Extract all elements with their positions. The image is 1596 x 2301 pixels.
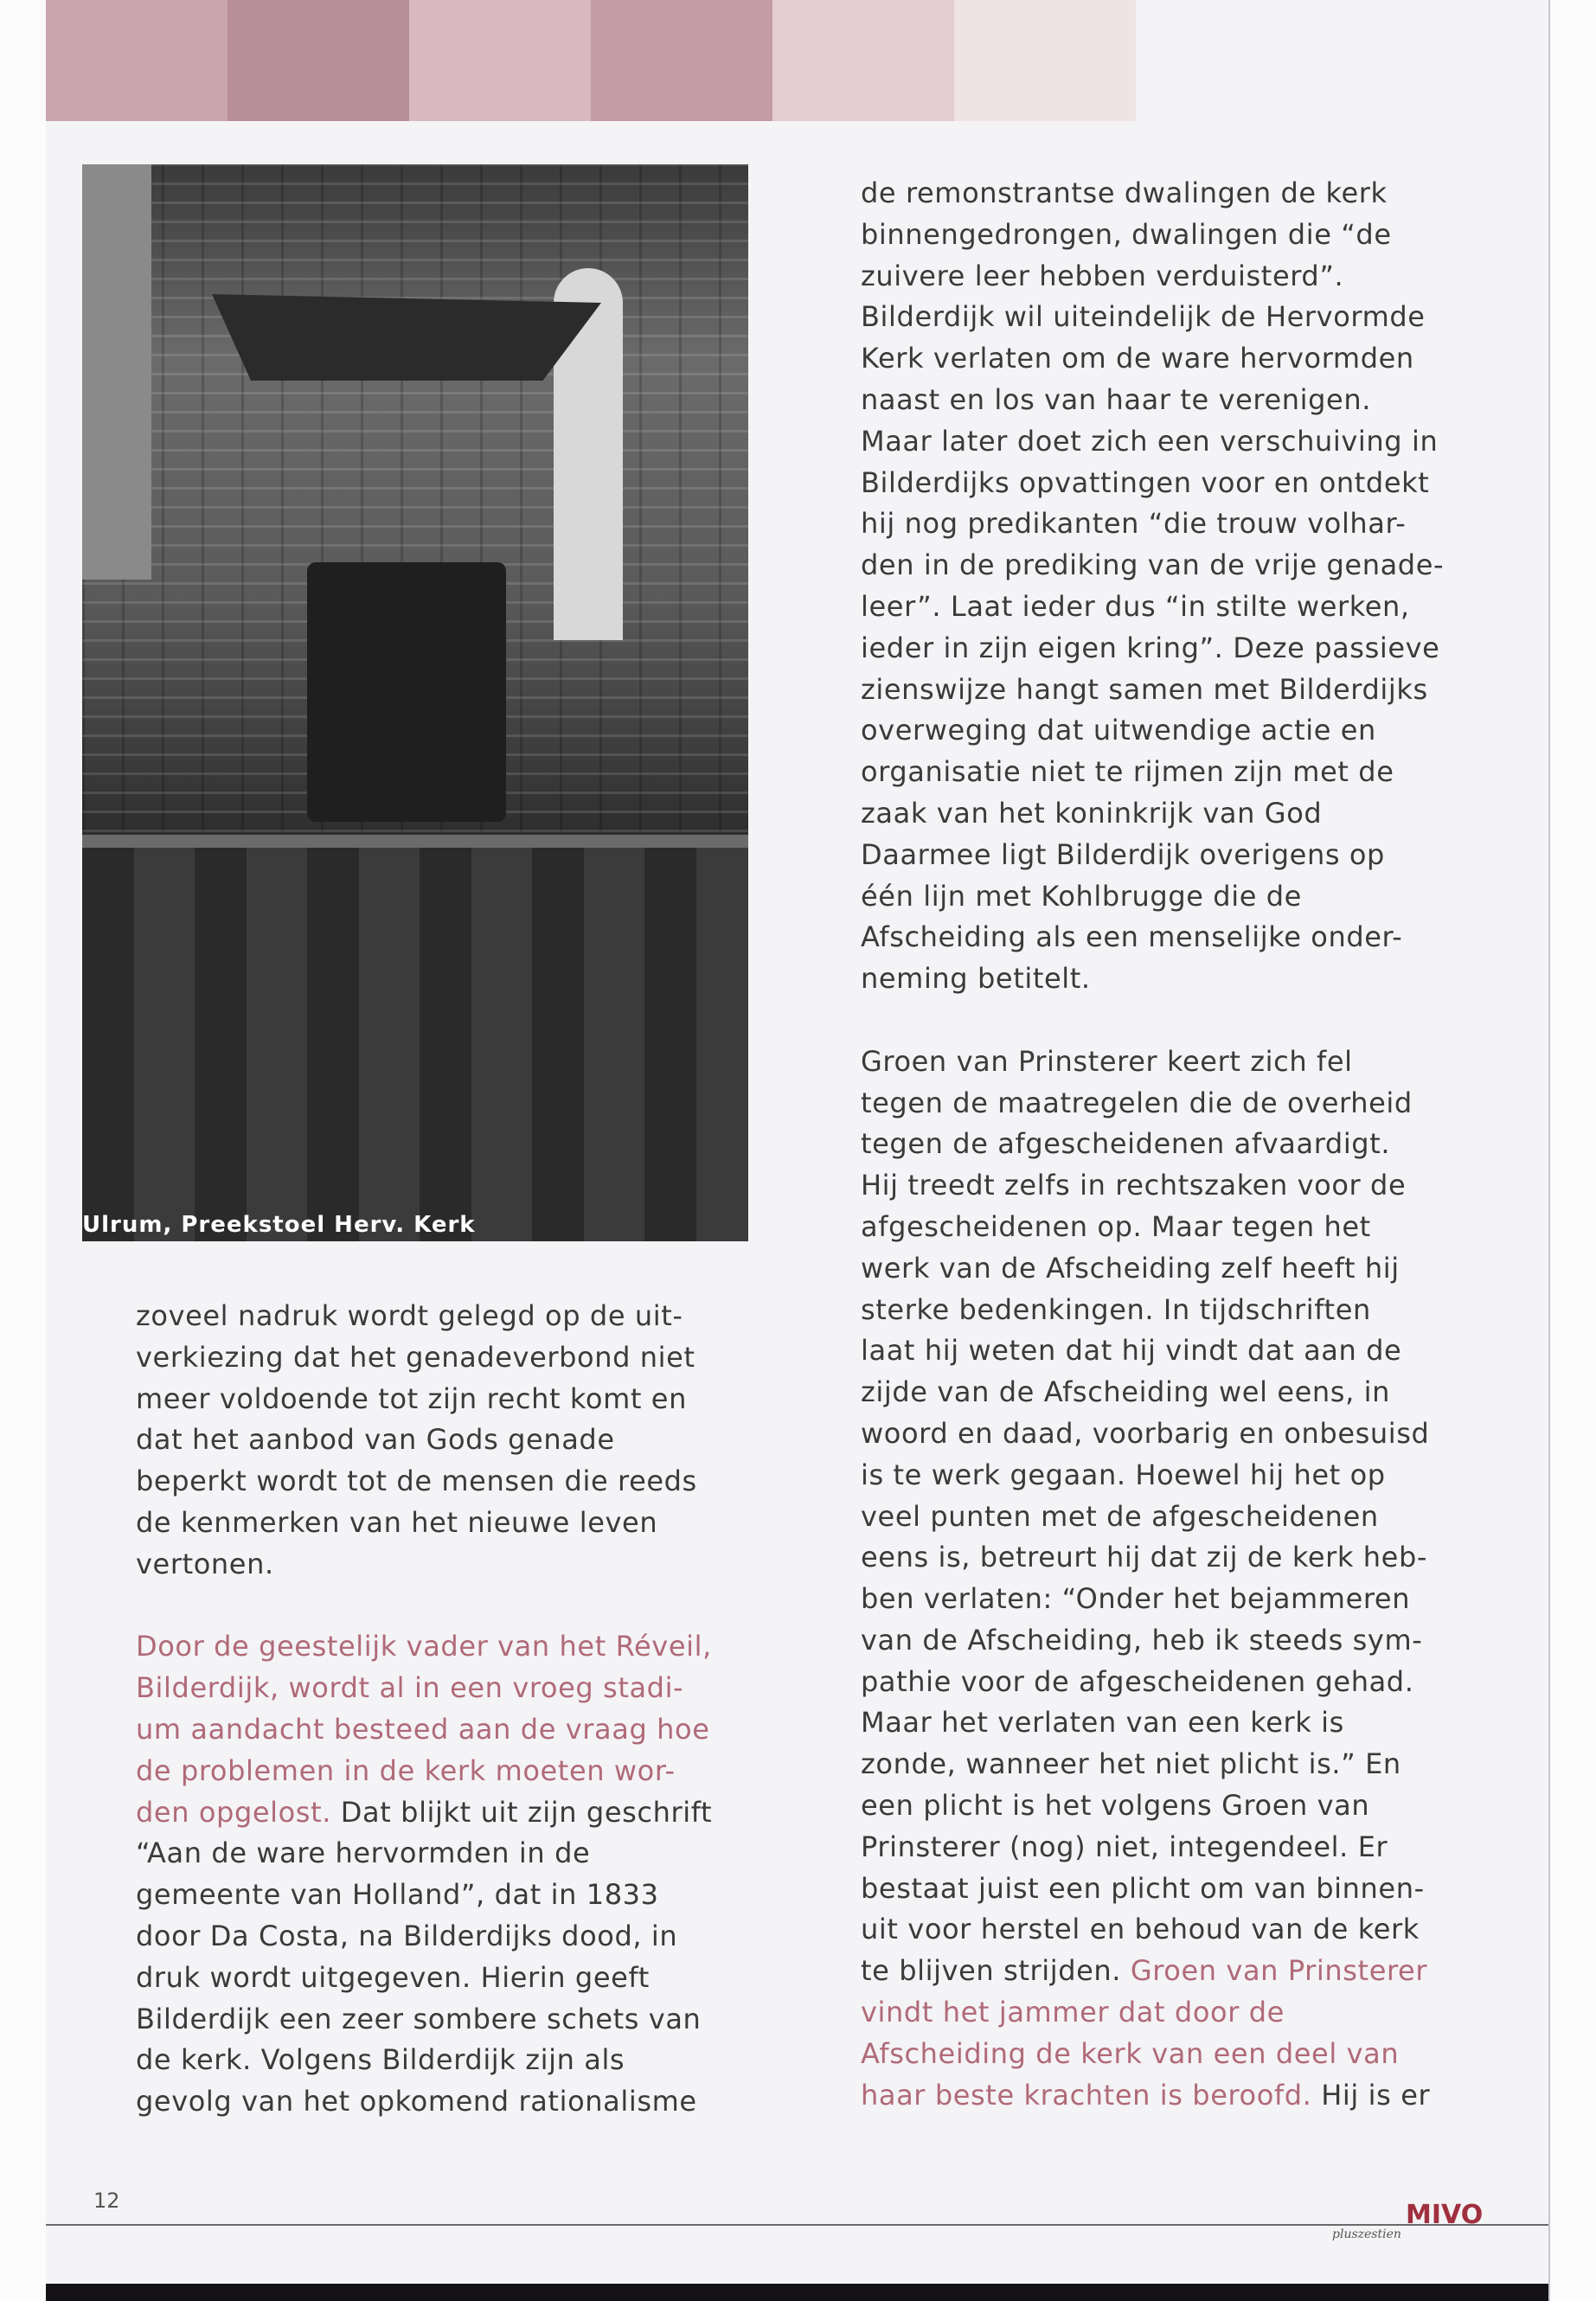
body-text: pathie voor de afgescheidenen gehad.: [861, 1664, 1414, 1698]
text-line: [136, 2081, 712, 2123]
text-line: [861, 338, 1444, 380]
text-line: [136, 1833, 712, 1875]
text-line: [861, 1413, 1444, 1455]
body-text: gemeente van Holland”, dat in 1833: [136, 1878, 659, 1912]
text-line: [136, 1379, 712, 1420]
highlighted-text: Afscheiding de kerk van een deel van: [861, 2036, 1400, 2070]
body-text: leer”. Laat ieder dus “in stilte werken,: [861, 589, 1410, 623]
text-line: [861, 670, 1444, 711]
body-text: afgescheidenen op. Maar tegen het: [861, 1209, 1371, 1243]
text-line: [861, 835, 1444, 876]
text-line: [136, 1709, 712, 1751]
text-line: [861, 1868, 1444, 1910]
text-line: [136, 1751, 712, 1792]
header-photo: [46, 0, 228, 121]
text-line: [136, 1958, 712, 1999]
header-photo: [409, 0, 591, 121]
text-line: [861, 1290, 1444, 1331]
body-text: binnengedrongen, dwalingen die “de: [861, 217, 1392, 251]
body-text: van de Afscheiding, heb ik steeds sym-: [861, 1623, 1423, 1657]
highlighted-text: haar beste krachten is beroofd.: [861, 2078, 1312, 2112]
header-photo: [772, 0, 954, 121]
text-line: [136, 1461, 712, 1503]
text-line: [861, 1702, 1444, 1744]
text-line: [861, 256, 1444, 298]
photo-caption: Ulrum, Preekstoel Herv. Kerk: [82, 1212, 476, 1238]
mivo-logo: MIVO: [1406, 2200, 1484, 2230]
body-text: zuivere leer hebben verduisterd”.: [861, 259, 1344, 292]
body-text: den in de prediking van de vrije genade-: [861, 548, 1445, 582]
text-line: [136, 1999, 712, 2041]
text-line: [861, 1497, 1444, 1538]
text-line: [136, 1875, 712, 1916]
body-text: Bilderdijk wil uiteindelijk de Hervormde: [861, 300, 1426, 334]
body-text: gevolg van het opkomend rationalisme: [136, 2085, 697, 2118]
body-text: zaak van het koninkrijk van God: [861, 796, 1323, 830]
text-line: [861, 503, 1444, 545]
text-line: [861, 628, 1444, 670]
body-text: één lijn met Kohlbrugge die de: [861, 879, 1302, 913]
text-line: [861, 1248, 1444, 1290]
body-text: Afscheiding als een menselijke onder-: [861, 920, 1403, 954]
highlighted-text: den opgelost.: [136, 1795, 332, 1829]
body-text: Hij is er: [1311, 2078, 1431, 2112]
body-text: zijde van de Afscheiding wel eens, in: [861, 1375, 1390, 1409]
body-text: ieder in zijn eigen kring”. Deze passieve: [861, 631, 1440, 664]
text-line: [861, 297, 1444, 338]
text-line: [861, 2034, 1444, 2075]
page-margin-left: [0, 0, 46, 2301]
highlighted-text: de problemen in de kerk moeten wor-: [136, 1753, 676, 1787]
logo-subtitle: pluszestien: [1332, 2227, 1401, 2241]
body-text: Maar het verlaten van een kerk is: [861, 1706, 1344, 1740]
body-text: een plicht is het volgens Groen van: [861, 1789, 1370, 1823]
header-photo: [228, 0, 409, 121]
text-line: [136, 1626, 712, 1668]
text-line: [861, 1662, 1444, 1703]
body-text: dat het aanbod van Gods genade: [136, 1423, 615, 1457]
text-line: [136, 1503, 712, 1544]
body-text: Daarmee ligt Bilderdijk overigens op: [861, 837, 1385, 871]
body-text: uit voor herstel en behoud van de kerk: [861, 1913, 1420, 1946]
body-text: Groen van Prinsterer keert zich fel: [861, 1044, 1353, 1078]
body-text: ben verlaten: “Onder het bejammeren: [861, 1582, 1411, 1616]
body-text: Prinsterer (nog) niet, integendeel. Er: [861, 1830, 1388, 1863]
text-line: [861, 586, 1444, 628]
text-line: [861, 1951, 1444, 1992]
body-text: is te werk gegaan. Hoewel hij het op: [861, 1458, 1386, 1491]
text-line: [861, 793, 1444, 835]
page-edge-right: [1548, 0, 1596, 2301]
body-text: Bilderdijk een zeer sombere schets van: [136, 2002, 702, 2035]
text-line: [861, 1579, 1444, 1620]
text-line: [861, 173, 1444, 215]
body-text: hij nog predikanten “die trouw volhar-: [861, 507, 1407, 541]
text-line: [861, 917, 1444, 958]
text-line: [861, 463, 1444, 504]
body-text: de remonstrantse dwalingen de kerk: [861, 176, 1388, 209]
bottom-band: [46, 2284, 1548, 2301]
body-text: de kenmerken van het nieuwe leven: [136, 1505, 658, 1539]
text-line: [861, 2075, 1444, 2117]
body-text: beperkt wordt tot de mensen die reeds: [136, 1465, 697, 1498]
text-line: [861, 710, 1444, 752]
footer-rule: [46, 2224, 1548, 2226]
body-text: sterke bedenkingen. In tijdschriften: [861, 1292, 1371, 1326]
text-line: [136, 2040, 712, 2081]
body-text: door Da Costa, na Bilderdijks dood, in: [136, 1919, 678, 1952]
body-text: te blijven strijden.: [861, 1954, 1122, 1988]
body-text: Maar later doet zich een verschuiving in: [861, 424, 1439, 458]
body-text: overweging dat uitwendige actie en: [861, 714, 1376, 747]
text-line: [136, 1544, 712, 1586]
text-line: [861, 1620, 1444, 1662]
text-line: [861, 876, 1444, 918]
pulpit-photo: [82, 164, 748, 1241]
body-text: zienswijze hangt samen met Bilderdijks: [861, 672, 1428, 706]
body-text: zoveel nadruk wordt gelegd op de uit-: [136, 1299, 683, 1332]
body-text: zonde, wanneer het niet plicht is.” En: [861, 1747, 1401, 1781]
text-line: [861, 1455, 1444, 1497]
text-line: [861, 1083, 1444, 1125]
body-text: naast en los van haar te verenigen.: [861, 382, 1371, 416]
body-text: Hij treedt zelfs in rechtszaken voor de: [861, 1169, 1407, 1202]
body-text: “Aan de ware hervormden in de: [136, 1836, 591, 1870]
text-line: [136, 1668, 712, 1709]
body-text: organisatie niet te rijmen zijn met de: [861, 755, 1394, 789]
text-line: [136, 1916, 712, 1958]
body-text: veel punten met de afgescheidenen: [861, 1499, 1379, 1533]
text-line: [861, 1744, 1444, 1785]
body-text: Kerk verlaten om de ware hervormden: [861, 342, 1414, 375]
body-text: vertonen.: [136, 1547, 274, 1580]
body-text: de kerk. Volgens Bilderdijk zijn als: [136, 2043, 625, 2077]
body-text: laat hij weten dat hij vindt dat aan de: [861, 1334, 1402, 1368]
body-text: eens is, betreurt hij dat zij de kerk heb-: [861, 1541, 1428, 1574]
text-line: [861, 1165, 1444, 1207]
highlighted-text: Groen van Prinsterer: [1121, 1954, 1428, 1988]
text-line: [136, 1296, 712, 1337]
body-text: tegen de maatregelen die de overheid: [861, 1086, 1413, 1119]
text-line: [861, 1992, 1444, 2034]
text-line: [861, 1330, 1444, 1372]
left-text-column: [136, 1296, 712, 2123]
text-line: [861, 958, 1444, 1000]
body-text: meer voldoende tot zijn recht komt en: [136, 1381, 687, 1415]
header-photo: [954, 0, 1136, 121]
text-line: [861, 215, 1444, 256]
text-line: [861, 1909, 1444, 1951]
header-photo-strip: [46, 0, 1136, 121]
body-text: tegen de afgescheidenen afvaardigt.: [861, 1127, 1391, 1161]
page-number: 12: [93, 2189, 120, 2213]
text-line: [861, 1537, 1444, 1579]
highlighted-text: um aandacht besteed aan de vraag hoe: [136, 1712, 710, 1746]
body-text: bestaat juist een plicht om van binnen-: [861, 1871, 1425, 1905]
header-photo: [591, 0, 772, 121]
highlighted-text: Door de geestelijk vader van het Réveil,: [136, 1630, 712, 1663]
highlighted-text: vindt het jammer dat door de: [861, 1996, 1285, 2029]
body-text: verkiezing dat het genadeverbond niet: [136, 1340, 695, 1374]
body-text: druk wordt uitgegeven. Hierin geeft: [136, 1960, 650, 1994]
text-line: [861, 1827, 1444, 1868]
text-line: [136, 1792, 712, 1834]
text-line: [861, 1785, 1444, 1827]
text-line: [861, 1207, 1444, 1248]
right-text-column: [861, 173, 1444, 2116]
text-line: [861, 1042, 1444, 1083]
body-text: neming betitelt.: [861, 962, 1091, 996]
body-text: Bilderdijks opvattingen voor en ontdekt: [861, 465, 1430, 499]
body-text: werk van de Afscheiding zelf heeft hij: [861, 1251, 1400, 1285]
text-line: [861, 380, 1444, 421]
text-line: [136, 1337, 712, 1379]
body-text: Dat blijkt uit zijn geschrift: [331, 1795, 713, 1829]
highlighted-text: Bilderdijk, wordt al in een vroeg stadi-: [136, 1671, 684, 1705]
text-line: [136, 1420, 712, 1461]
text-line: [861, 421, 1444, 463]
text-line: [861, 752, 1444, 793]
text-line: [861, 1372, 1444, 1413]
body-text: woord en daad, voorbarig en onbesuisd: [861, 1416, 1430, 1450]
text-line: [861, 1124, 1444, 1165]
text-line: [861, 545, 1444, 586]
